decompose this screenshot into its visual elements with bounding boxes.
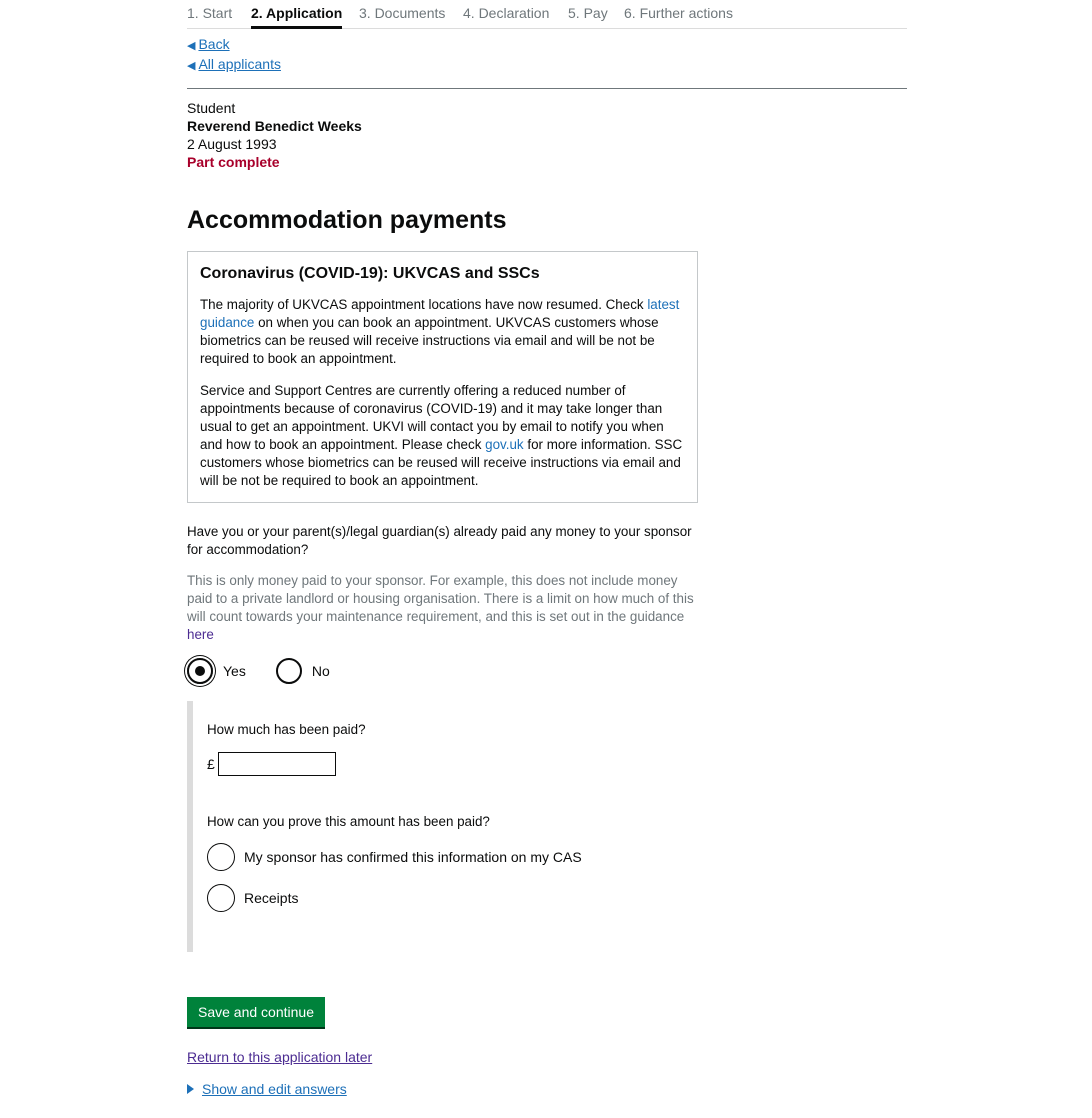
paid-radio-group bbox=[187, 656, 907, 686]
radio-cas-label[interactable]: My sponsor has confirmed this information on my CAS bbox=[244, 849, 582, 865]
currency-prefix: £ bbox=[207, 756, 215, 772]
covid-notice bbox=[187, 251, 698, 503]
radio-yes-circle[interactable] bbox=[187, 658, 213, 684]
govuk-link[interactable]: gov.uk bbox=[485, 437, 524, 452]
radio-receipts[interactable] bbox=[207, 884, 907, 912]
applicant-status: Part complete bbox=[187, 154, 280, 170]
return-later-link[interactable]: Return to this application later bbox=[187, 1049, 373, 1065]
all-applicants-link[interactable] bbox=[187, 55, 907, 75]
hint-text: This is only money paid to your sponsor. For example, this does not include money paid to a private landlord or housing organisation. There is a limit on how much of this will count towards your maintenance requirement, and this is set out in the guidance bbox=[187, 573, 694, 624]
notice-paragraph-1 bbox=[200, 296, 685, 368]
conditional-reveal bbox=[187, 701, 907, 952]
applicant-dob: 2 August 1993 bbox=[187, 136, 277, 152]
back-arrow-icon: ◀ bbox=[187, 40, 196, 52]
all-applicants-label: All applicants bbox=[198, 56, 281, 72]
show-answers-label[interactable]: Show and edit answers bbox=[202, 1081, 347, 1097]
back-arrow-icon: ◀ bbox=[187, 60, 196, 72]
applicant-summary bbox=[187, 99, 907, 171]
notice-p2-text: Service and Support Centres are currently offering a reduced number of appointments because of coronavirus (COVID-19) and it may take longer than usual to get an appointment. UKVI will contact you by email to notify you when and how to book an appointment. Please check bbox=[200, 383, 664, 452]
back-link[interactable] bbox=[187, 35, 907, 55]
applicant-type: Student bbox=[187, 100, 236, 116]
question-hint bbox=[187, 572, 702, 644]
radio-no[interactable] bbox=[276, 658, 330, 684]
back-links bbox=[187, 35, 907, 75]
radio-no-circle[interactable] bbox=[276, 658, 302, 684]
latest-guidance-link[interactable]: latest guidance bbox=[200, 297, 680, 330]
notice-p1-text: The majority of UKVCAS appointment locations have now resumed. Check bbox=[200, 297, 644, 312]
radio-receipts-circle[interactable] bbox=[207, 884, 235, 912]
radio-yes-label[interactable]: Yes bbox=[223, 663, 246, 679]
step-further-actions[interactable]: 6. Further actions bbox=[624, 5, 733, 21]
step-navigation bbox=[187, 0, 907, 29]
guidance-here-link[interactable]: here bbox=[187, 627, 214, 642]
step-documents[interactable]: 3. Documents bbox=[359, 5, 446, 21]
radio-cas-circle[interactable] bbox=[207, 843, 235, 871]
step-pay[interactable]: 5. Pay bbox=[568, 5, 608, 21]
step-start[interactable]: 1. Start bbox=[187, 5, 233, 21]
triangle-right-icon bbox=[187, 1084, 194, 1094]
notice-p1-text-after: on when you can book an appointment. UKVCAS customers whose biometrics can be reused will receive instructions via email and will be not be required to book an appointment. bbox=[200, 315, 659, 366]
radio-cas[interactable] bbox=[207, 843, 907, 871]
applicant-name: Reverend Benedict Weeks bbox=[187, 118, 362, 134]
question-label: Have you or your parent(s)/legal guardian(s) already paid any money to your sponsor for accommodation? bbox=[187, 524, 692, 557]
radio-receipts-label[interactable]: Receipts bbox=[244, 890, 299, 906]
step-declaration[interactable]: 4. Declaration bbox=[463, 5, 550, 21]
back-link-label: Back bbox=[198, 36, 230, 52]
divider bbox=[187, 88, 907, 89]
page bbox=[187, 0, 907, 1097]
page-title: Accommodation payments bbox=[187, 206, 507, 234]
radio-no-label[interactable]: No bbox=[311, 663, 330, 679]
radio-yes[interactable] bbox=[187, 658, 246, 684]
save-and-continue-button[interactable]: Save and continue bbox=[187, 997, 325, 1027]
show-answers-toggle[interactable] bbox=[187, 1081, 907, 1097]
amount-input[interactable] bbox=[218, 752, 336, 776]
step-application[interactable]: 2. Application bbox=[251, 5, 343, 21]
notice-p2-text-after: for more information. SSC customers whose biometrics can be reused will receive instructions via email and will be not be required to book an appointment. bbox=[200, 437, 683, 488]
proof-label: How can you prove this amount has been paid? bbox=[207, 814, 490, 829]
notice-paragraph-2 bbox=[200, 382, 685, 490]
notice-title: Coronavirus (COVID-19): UKVCAS and SSCs bbox=[200, 265, 540, 282]
amount-row bbox=[207, 752, 907, 776]
amount-label: How much has been paid? bbox=[207, 722, 366, 737]
